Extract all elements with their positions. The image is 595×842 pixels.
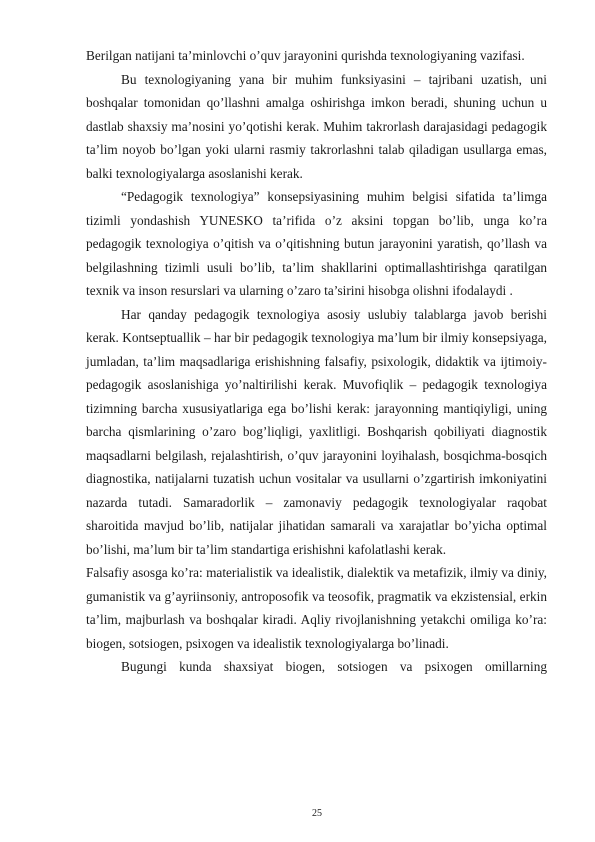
paragraph: Har qanday pedagogik texnologiya asosiy uslubiy talablarga javob berishi kerak. Kontseptuallik – har bir pedagogik texnologiya ma’lum bir ilmiy konsepsiyaga, jumladan, ta’lim maqsadlariga erishishning falsafiy, psixologik, didaktik va ijtimoiy-pedagogik asoslanishiga yo’naltirilishi kerak. Muvofiqlik – pedagogik texnologiya tizimning barcha xususiyatlariga ega bo’lishi kerak: jarayonning mantiqiyligi, uning barcha qismlarining o’zaro bog’liqligi, yaxlitligi. Boshqarish qobiliyati diagnostik maqsadlarni belgilash, rejalashtirish, o’quv jarayonini loyihalash, bosqichma-bosqich diagnostika, natijalarni tuzatish uchun vositalar va usullarni o’zgartirish imkoniyatini nazarda tutadi. Samaradorlik – zamonaviy pedagogik texnologiyalar raqobat sharoitida mavjud bo’lib, natijalar jihatidan samarali va xarajatlar bo’yicha optimal bo’lishi, ma’lum bir ta’lim standartiga erishishni kafolatlashi kerak. (86, 306, 547, 557)
paragraph: Berilgan natijani ta’minlovchi o’quv jarayonini qurishda texnologiyaning vazifasi. (86, 48, 525, 63)
page-number: 25 (312, 808, 322, 819)
paragraph: Bu texnologiyaning yana bir muhim funksiyasini – tajribani uzatish, uni boshqalar tomonidan qo’llashni amalga oshirishga imkon beradi, shuning uchun u dastlab shaxsiy ma’nosini yo’qotishi kerak. Muhim takrorlash darajasidagi pedagogik ta’lim noyob bo’lgan yoki ularni rasmiy takrorlashni talab qiladigan usullarga emas, balki texnologiyalarga asoslanishi kerak. (86, 71, 547, 181)
paragraph: Bugungi kunda shaxsiyat biogen, sotsiogen va psixogen omillarning (121, 659, 547, 674)
paragraph: Falsafiy asosga ko’ra: materialistik va idealistik, dialektik va metafizik, ilmiy va diniy, gumanistik va g’ayriinsoniy, antroposofik va teosofik, pragmatik va ekzistensial, erkin ta’lim, majburlash va boshqalar kiradi. Aqliy rivojlanishning yetakchi omiliga ko’ra: biogen, sotsiogen, psixogen va idealistik texnologiyalarga bo’linadi. (86, 565, 547, 651)
body-text (86, 44, 547, 679)
paragraph: “Pedagogik texnologiya” konsepsiyasining muhim belgisi sifatida ta’limga tizimli yondashish YUNESKO ta’rifida o’z aksini topgan bo’lib, unga ko’ra pedagogik texnologiya o’qitish va o’qitishning butun jarayonini yaratish, qo’llash va belgilashning tizimli usuli bo’lib, ta’lim shakllarini optimallashtirishga qaratilgan texnik va inson resurslari va ularning o’zaro ta’sirini hisobga olishni ifodalaydi . (86, 189, 547, 298)
